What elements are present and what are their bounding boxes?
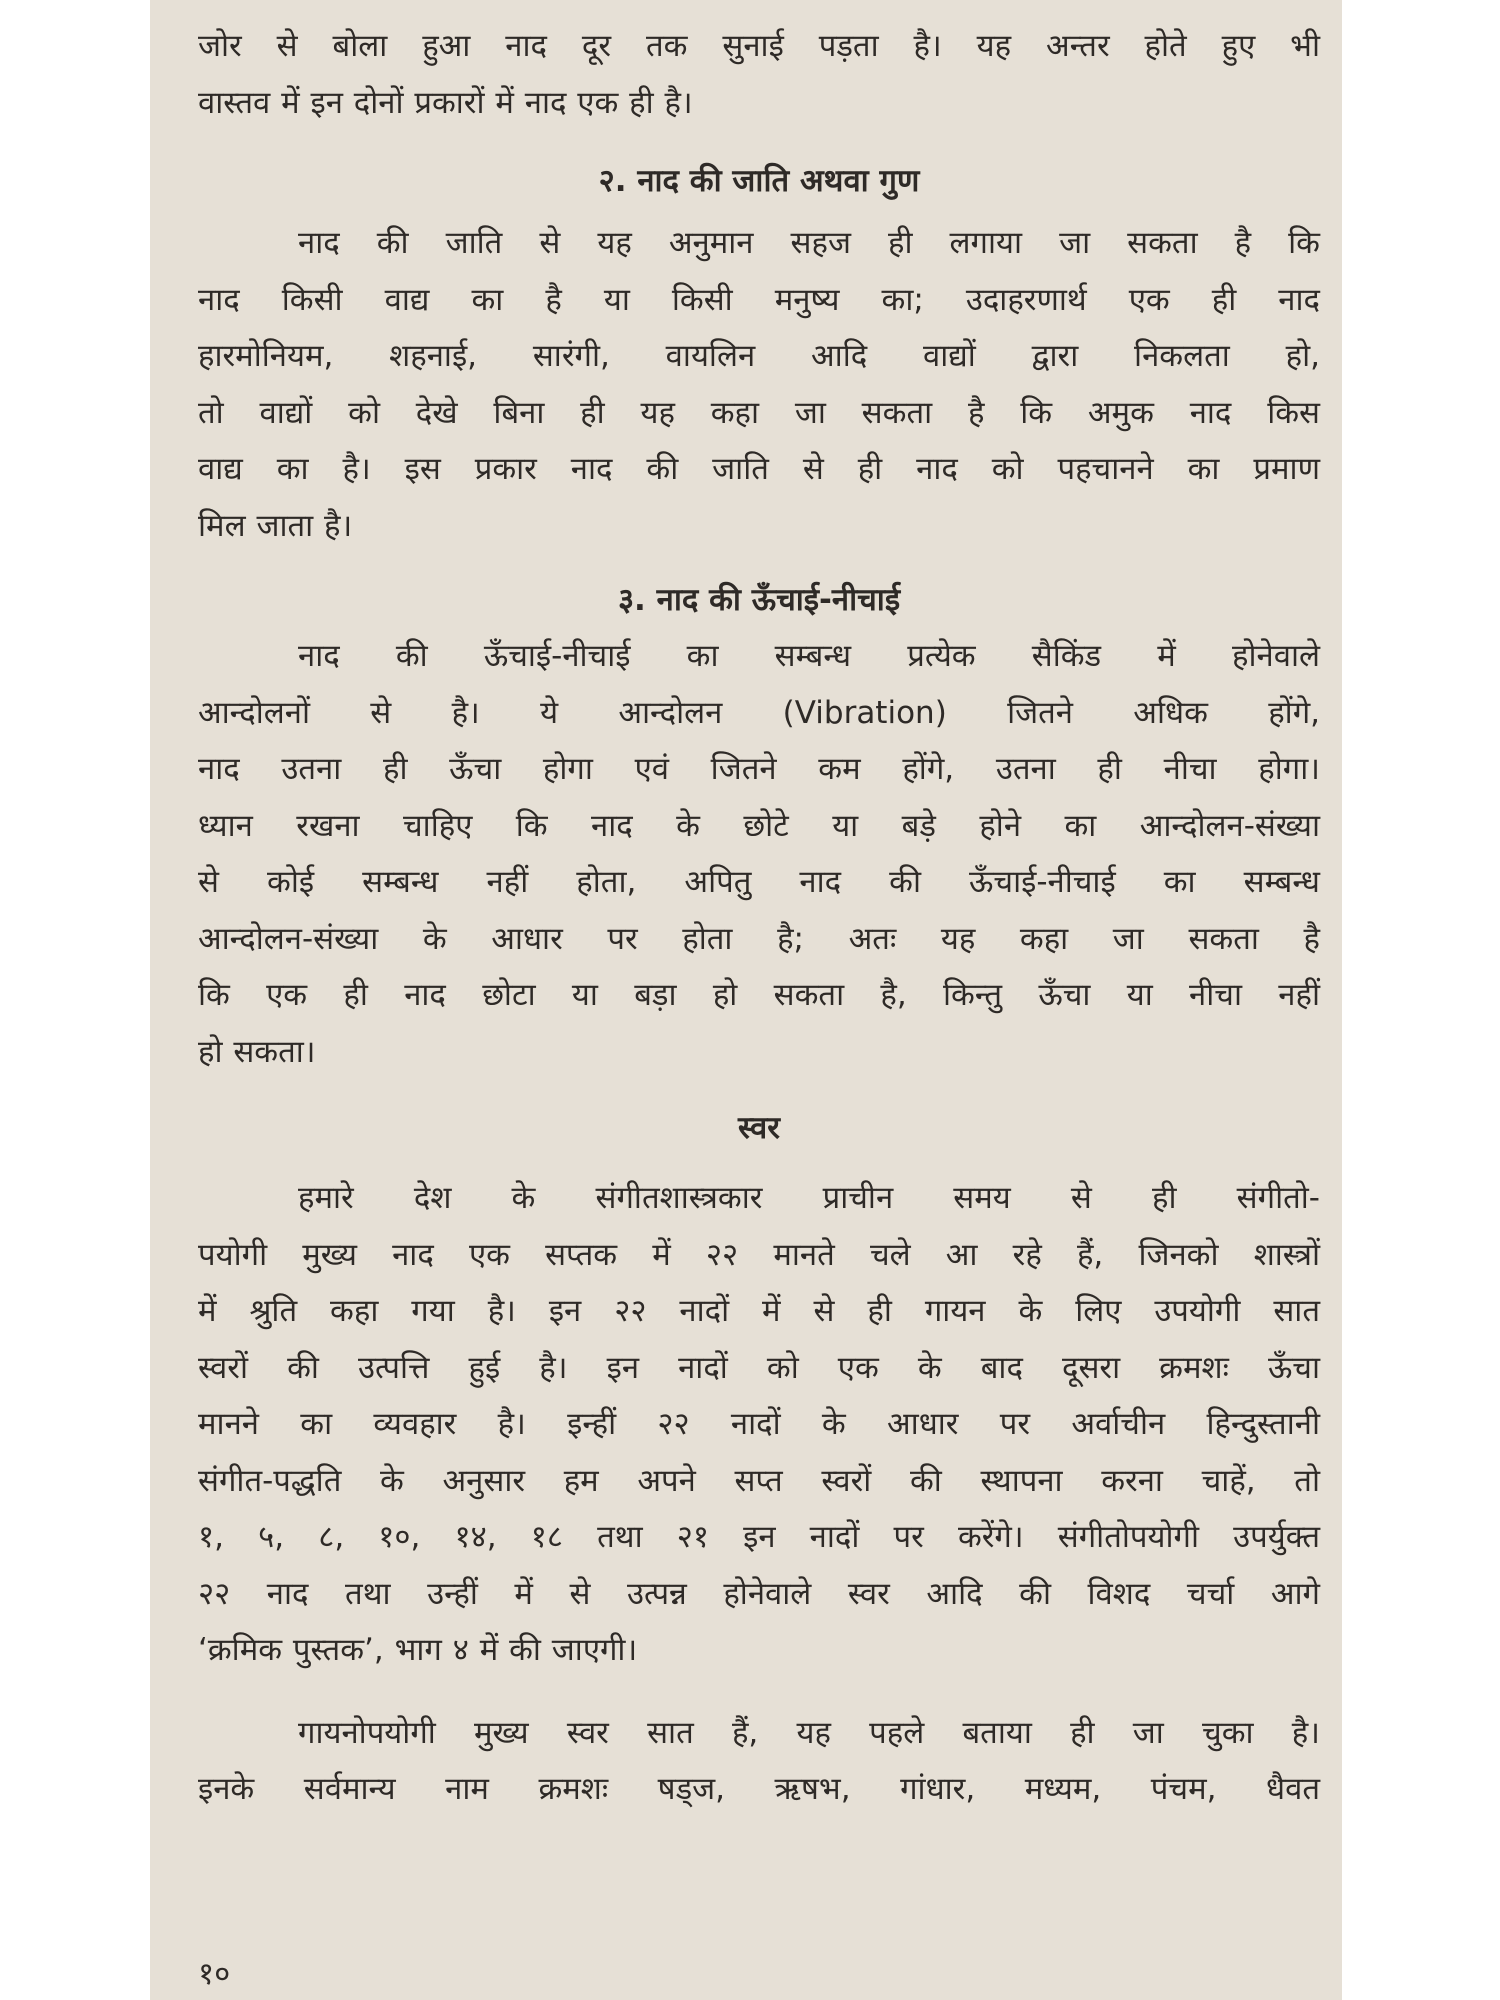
section2-paragraph — [198, 215, 1320, 554]
book-page — [150, 0, 1342, 2000]
section3-paragraph — [198, 628, 1320, 1080]
page-number: १० — [198, 1956, 231, 1992]
text-line: मिल जाता है। — [198, 507, 353, 544]
text-line: मानने का व्यवहार है। इन्हीं २२ नादों के आधार पर अर्वाचीन हिन्दुस्तानी — [198, 1406, 1320, 1442]
text-line: नाद उतना ही ऊँचा होगा एवं जितने कम होंगे, उतना ही नीचा होगा। — [198, 751, 1320, 787]
swar-paragraph-1 — [198, 1170, 1320, 1679]
text-line: नाद की ऊँचाई-नीचाई का सम्बन्ध प्रत्येक सैकिंड में होनेवाले — [298, 638, 1320, 674]
text-line: वाद्य का है। इस प्रकार नाद की जाति से ही नाद को पहचानने का प्रमाण — [198, 451, 1320, 487]
text-line: हमारे देश के संगीतशास्त्रकार प्राचीन समय से ही संगीतो- — [298, 1180, 1320, 1216]
text-line: २२ नाद तथा उन्हीं में से उत्पन्न होनेवाले स्वर आदि की विशद चर्चा आगे — [198, 1575, 1320, 1612]
text-line: इनके सर्वमान्य नाम क्रमशः षड्ज, ऋषभ, गांधार, मध्यम, पंचम, धैवत — [198, 1771, 1320, 1807]
text-line: गायनोपयोगी मुख्य स्वर सात हैं, यह पहले बताया ही जा चुका है। — [298, 1714, 1320, 1751]
text-line: ध्यान रखना चाहिए कि नाद के छोटे या बड़े होने का आन्दोलन-संख्या — [198, 807, 1320, 844]
section-heading: स्वर — [738, 1110, 780, 1146]
text-line: वास्तव में इन दोनों प्रकारों में नाद एक ही है। — [198, 84, 693, 121]
text-line: हारमोनियम, शहनाई, सारंगी, वायलिन आदि वाद्यों द्वारा निकलता हो, — [198, 338, 1320, 374]
text-line: नाद किसी वाद्य का है या किसी मनुष्य का; उदाहरणार्थ एक ही नाद — [198, 281, 1320, 318]
text-line: हो सकता। — [198, 1033, 316, 1070]
text-line: से कोई सम्बन्ध नहीं होता, अपितु नाद की ऊँचाई-नीचाई का सम्बन्ध — [198, 864, 1320, 900]
text-line: संगीत-पद्धति के अनुसार हम अपने सप्त स्वरों की स्थापना करना चाहें, तो — [198, 1462, 1320, 1499]
intro-paragraph — [198, 18, 1320, 131]
text-line: में श्रुति कहा गया है। इन २२ नादों में से ही गायन के लिए उपयोगी सात — [198, 1293, 1320, 1329]
text-line: कि एक ही नाद छोटा या बड़ा हो सकता है, किन्तु ऊँचा या नीचा नहीं — [198, 977, 1320, 1013]
text-line: आन्दोलन-संख्या के आधार पर होता है; अतः यह कहा जा सकता है — [198, 920, 1320, 957]
text-line: नाद की जाति से यह अनुमान सहज ही लगाया जा सकता है कि — [298, 225, 1320, 261]
text-line: ‘क्रमिक पुस्तक’, भाग ४ में की जाएगी। — [198, 1632, 638, 1668]
section-heading: २. नाद की जाति अथवा गुण — [598, 163, 920, 199]
text-line: जोर से बोला हुआ नाद दूर तक सुनाई पड़ता है। यह अन्तर होते हुए भी — [198, 28, 1320, 64]
text-line: आन्दोलनों से है। ये आन्दोलन (Vibration) जितने अधिक होंगे, — [198, 694, 1320, 731]
text-line: स्वरों की उत्पत्ति हुई है। इन नादों को एक के बाद दूसरा क्रमशः ऊँचा — [198, 1349, 1320, 1386]
text-line: पयोगी मुख्य नाद एक सप्तक में २२ मानते चले आ रहे हैं, जिनको शास्त्रों — [198, 1236, 1321, 1273]
text-line: तो वाद्यों को देखे बिना ही यह कहा जा सकता है कि अमुक नाद किस — [198, 394, 1320, 431]
text-line: १, ५, ८, १०, १४, १८ तथा २१ इन नादों पर करेंगे। संगीतोपयोगी उपर्युक्त — [198, 1519, 1320, 1555]
section-heading: ३. नाद की ऊँचाई-नीचाई — [617, 582, 901, 618]
swar-paragraph-2 — [198, 1705, 1320, 1818]
